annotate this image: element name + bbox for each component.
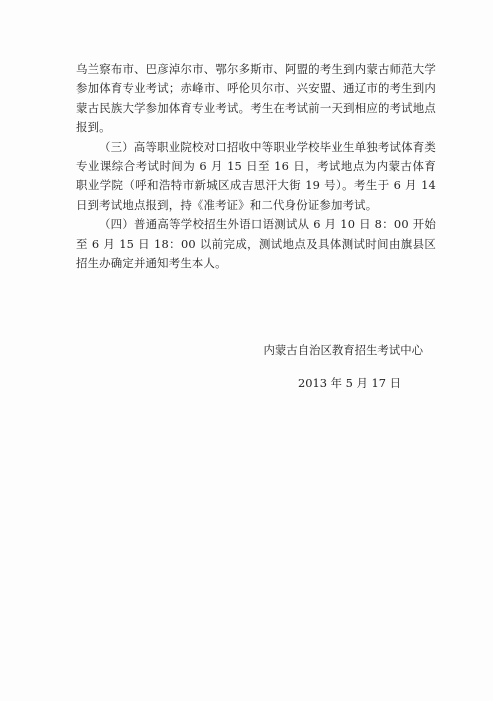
paragraph-continued-venues: 乌兰察布市、巴彦淖尔市、鄂尔多斯市、阿盟的考生到内蒙古师范大学参加体育专业考试；赤峰市、呼伦贝尔市、兴安盟、通辽市的考生到内蒙古民族大学参加体育专业考试。考生在考试前一天到相应的考试地点报到。 <box>76 62 436 135</box>
signature-block <box>223 340 423 393</box>
paragraph-item-four: （四）普通高等学校招生外语口语测试从 6 月 10 日 8：00 开始至 6 月 15 日 18：00 以前完成，测试地点及具体测试时间由旗县区招生办确定并通知考生本人。 <box>76 217 436 271</box>
issuing-organization: 内蒙古自治区教育招生考试中心 <box>263 343 423 357</box>
paragraph-item-three: （三）高等职业院校对口招收中等职业学校毕业生单独考试体育类专业课综合考试时间为 6 月 15 日至 16 日，考试地点为内蒙古体育职业学院（呼和浩特市新城区成吉思汗大街 19 号）。考生于 6 月 14 日到考试地点报到，持《准考证》和二代身份证参加考试。 <box>76 139 436 212</box>
document-body <box>76 60 436 273</box>
issue-date: 2013 年 5 月 17 日 <box>297 376 401 390</box>
